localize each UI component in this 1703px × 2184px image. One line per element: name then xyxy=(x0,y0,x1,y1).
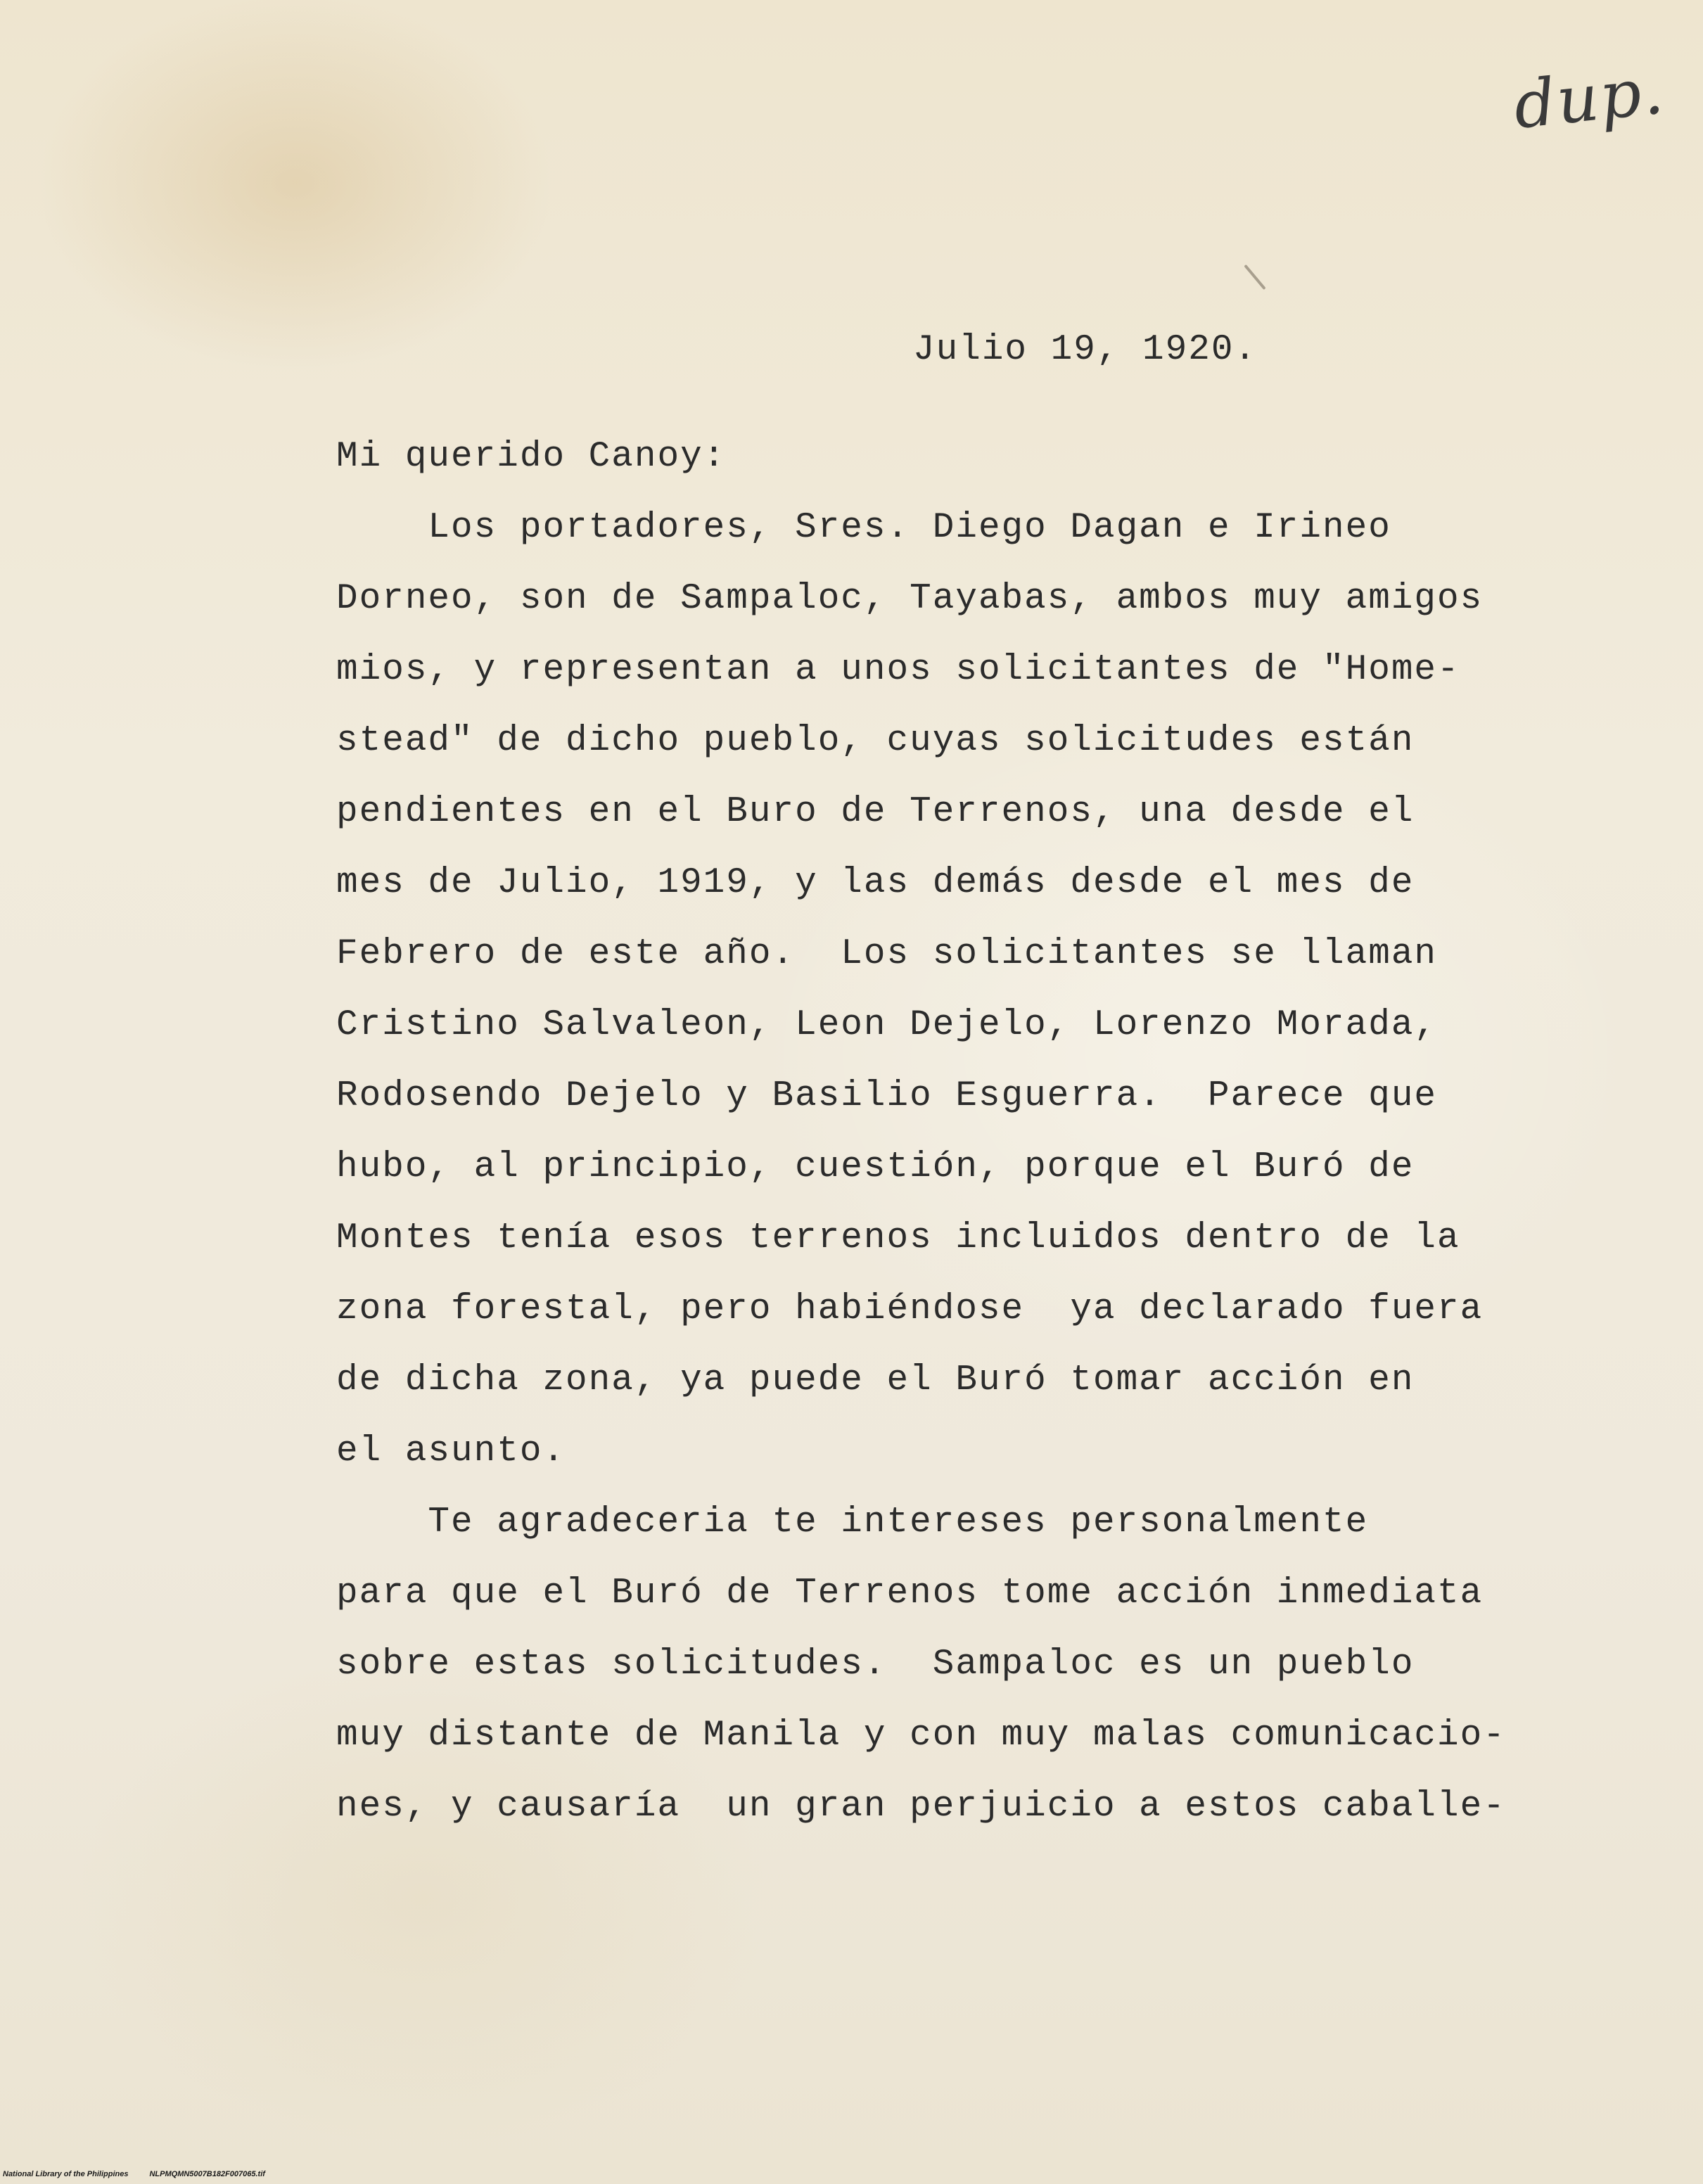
body-line: nes, y causaría un gran perjuicio a estos caballe- xyxy=(336,1787,1506,1827)
body-line: sobre estas solicitudes. Sampaloc es un pueblo xyxy=(336,1645,1415,1685)
body-line: pendientes en el Buro de Terrenos, una desde el xyxy=(336,792,1415,832)
body-line: de dicha zona, ya puede el Buró tomar acción en xyxy=(336,1360,1415,1400)
body-line: Rodosendo Dejelo y Basilio Esguerra. Parece que xyxy=(336,1076,1438,1116)
body-line: mes de Julio, 1919, y las demás desde el mes de xyxy=(336,863,1415,903)
file-id: NLPMQMN5007B182F007065.tif xyxy=(149,2170,265,2178)
body-line: Dorneo, son de Sampaloc, Tayabas, ambos muy amigos xyxy=(336,579,1484,619)
body-line: hubo, al principio, cuestión, porque el Buró de xyxy=(336,1147,1415,1187)
archive-footer xyxy=(3,2170,265,2178)
library-credit: National Library of the Philippines xyxy=(3,2170,129,2178)
salutation: Mi querido Canoy: xyxy=(336,437,727,477)
body-line: Te agradeceria te intereses personalmente xyxy=(336,1502,1369,1543)
body-line: el asunto. xyxy=(336,1431,566,1471)
body-line: mios, y representan a unos solicitantes de "Home- xyxy=(336,650,1460,690)
body-line: Montes tenía esos terrenos incluidos dentro de la xyxy=(336,1218,1460,1258)
body-line: muy distante de Manila y con muy malas comunicacio- xyxy=(336,1716,1506,1756)
body-line: para que el Buró de Terrenos tome acción inmediata xyxy=(336,1573,1484,1614)
body-line: Los portadores, Sres. Diego Dagan e Irineo xyxy=(336,508,1391,548)
body-line: zona forestal, pero habiéndose ya declarado fuera xyxy=(336,1289,1484,1329)
letter-date: Julio 19, 1920. xyxy=(913,330,1258,370)
pen-mark xyxy=(1244,264,1265,290)
body-line: Cristino Salvaleon, Leon Dejelo, Lorenzo Morada, xyxy=(336,1005,1438,1045)
body-line: stead" de dicho pueblo, cuyas solicitudes están xyxy=(336,721,1415,761)
body-line: Febrero de este año. Los solicitantes se llaman xyxy=(336,934,1438,974)
handwritten-note: dup. xyxy=(1510,53,1669,143)
